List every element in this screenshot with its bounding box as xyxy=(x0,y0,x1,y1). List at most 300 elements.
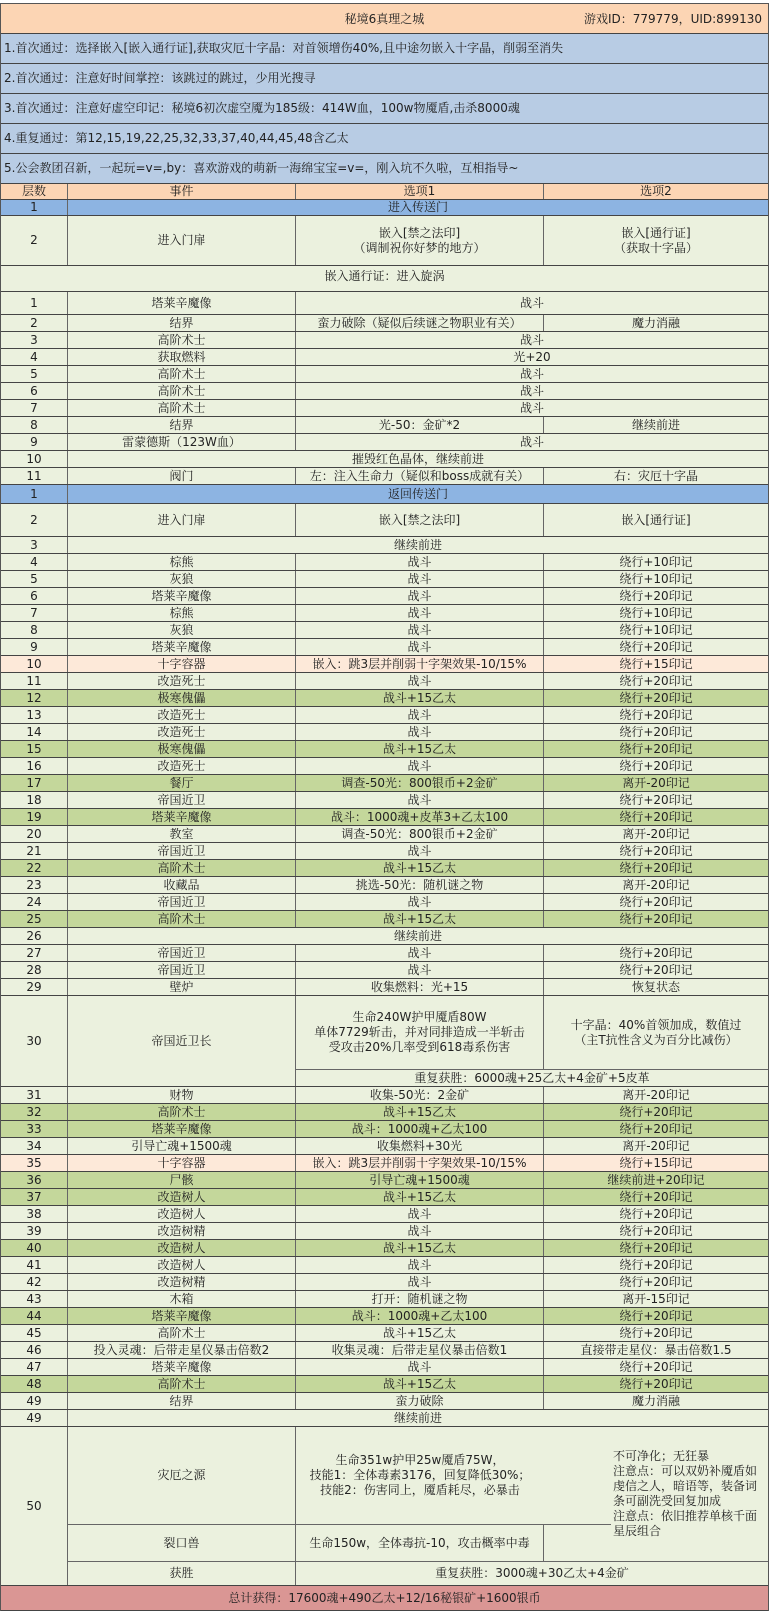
event-merged-cell: 继续前进 xyxy=(393,1410,442,1425)
option-merged-cell: 战斗 xyxy=(519,383,544,398)
option1-cell: 战斗+15乙太 xyxy=(296,1104,544,1120)
boss-note-line: 注意点：依旧推荐单核千面星辰组合 xyxy=(613,1509,758,1538)
floor-cell: 31 xyxy=(1,1087,68,1103)
table-row xyxy=(1,537,768,554)
table-row xyxy=(1,1325,768,1342)
game-ids: 游戏ID：779779，UID:899130 xyxy=(583,12,762,26)
table-row xyxy=(1,1359,768,1376)
victory-label: 获胜 xyxy=(68,1562,296,1585)
option1-cell: 战斗 xyxy=(296,554,544,570)
return-portal-row xyxy=(1,485,768,504)
option1-line: （调制祝你好梦的地方） xyxy=(353,240,486,255)
event-cell: 收藏品 xyxy=(68,877,296,893)
event-cell: 改造树人 xyxy=(68,1206,296,1222)
table-row xyxy=(1,775,768,792)
option2-cell: 绕行+20印记 xyxy=(619,1223,693,1238)
floor-cell: 27 xyxy=(1,945,68,961)
option1-cell: 战斗 xyxy=(296,1223,544,1239)
floor-cell: 43 xyxy=(1,1291,68,1307)
option1-cell: 战斗 xyxy=(296,673,544,689)
boss-note-line: 注意点：可以双奶补魇盾如虔信之人，暗语等，装备词条可副洗受回复加成 xyxy=(613,1464,758,1508)
floor-cell: 2 xyxy=(1,216,68,265)
table-row xyxy=(1,639,768,656)
floor-cell: 2 xyxy=(1,315,68,331)
option1-cell: 引导亡魂+1500魂 xyxy=(296,1172,544,1188)
floor-cell: 6 xyxy=(1,383,68,399)
floor-cell: 8 xyxy=(1,417,68,433)
option-merged-cell: 战斗 xyxy=(519,400,544,415)
floor-cell: 29 xyxy=(1,979,68,995)
option1-cell: 战斗 xyxy=(296,843,544,859)
option2-cell: 绕行+20印记 xyxy=(619,758,693,773)
option1-cell: 战斗 xyxy=(296,622,544,638)
option2-cell: 离开-20印记 xyxy=(622,775,690,790)
option1-cell: 战斗+15乙太 xyxy=(296,1189,544,1205)
floor-cell: 40 xyxy=(1,1240,68,1256)
floor-cell: 45 xyxy=(1,1325,68,1341)
floor-cell: 41 xyxy=(1,1257,68,1273)
table-row xyxy=(1,417,768,434)
option2-cell: 绕行+20印记 xyxy=(619,894,693,909)
floor-cell: 6 xyxy=(1,588,68,604)
table-row xyxy=(1,911,768,928)
option1-cell: 战斗+15乙太 xyxy=(296,911,544,927)
floor-cell: 12 xyxy=(1,690,68,706)
boss-note-line: （主T抗性含义为百分比减伤） xyxy=(574,1032,738,1047)
option1-cell: 战斗 xyxy=(296,1206,544,1222)
floor-cell: 1 xyxy=(1,292,68,314)
event-cell: 塔莱辛魔像 xyxy=(68,809,296,825)
option1-cell: 战斗+15乙太 xyxy=(296,690,544,706)
option2-cell: 恢复状态 xyxy=(631,979,680,994)
return-rows xyxy=(1,554,768,996)
table-row xyxy=(1,349,768,366)
table-row xyxy=(1,366,768,383)
col-header-floor: 层数 xyxy=(1,184,68,199)
event-cell: 改造死士 xyxy=(68,707,296,723)
option2-cell: 绕行+20印记 xyxy=(619,1359,693,1374)
option-merged-cell: 战斗 xyxy=(519,366,544,381)
event-cell: 帝国近卫长 xyxy=(68,996,296,1086)
option2-cell: 继续前进+20印记 xyxy=(607,1172,705,1187)
floor-cell: 50 xyxy=(1,1427,68,1585)
option1-cell: 调查-50光：800银币+2金矿 xyxy=(296,826,544,842)
table-row xyxy=(1,962,768,979)
boss-name: 灾厄之源 xyxy=(68,1427,296,1524)
option1-cell: 战斗 xyxy=(296,639,544,655)
note-1: 1.首次通过：选择嵌入[嵌入通行证],获取灾厄十字晶：对首领增伤40%,且中途勿嵌入十字晶，削弱至消失 xyxy=(1,34,768,63)
option1-cell: 战斗 xyxy=(296,1274,544,1290)
option1-cell: 战斗 xyxy=(296,707,544,723)
option1-cell: 战斗 xyxy=(296,1257,544,1273)
option2-cell: 绕行+20印记 xyxy=(619,1308,693,1323)
option2-cell: 绕行+20印记 xyxy=(619,741,693,756)
option2-cell: 直接带走星仪：暴击倍数1.5 xyxy=(580,1342,732,1357)
portal-label: 返回传送门 xyxy=(387,486,448,501)
table-row xyxy=(1,1223,768,1240)
option2-cell: 绕行+20印记 xyxy=(619,911,693,926)
boss-notes xyxy=(611,1427,768,1561)
option2-cell: 绕行+20印记 xyxy=(619,860,693,875)
option1-cell: 嵌入：跳3层并削弱十字架效果-10/15% xyxy=(296,1155,544,1171)
table-row xyxy=(1,724,768,741)
door-row xyxy=(1,216,768,266)
table-row xyxy=(1,809,768,826)
event-cell: 灰狼 xyxy=(68,622,296,638)
floor-cell: 13 xyxy=(1,707,68,723)
floor-cell: 18 xyxy=(1,792,68,808)
option2-cell: 绕行+20印记 xyxy=(619,792,693,807)
option2-cell xyxy=(544,216,768,265)
vortex-banner: 嵌入通行证：进入旋涡 xyxy=(324,269,445,283)
floor-cell: 14 xyxy=(1,724,68,740)
boss-50-row xyxy=(1,1427,768,1586)
option2-cell: 绕行+10印记 xyxy=(619,605,693,620)
victory-reward: 重复获胜：3000魂+30乙太+4金矿 xyxy=(435,1566,629,1580)
floor-cell: 32 xyxy=(1,1104,68,1120)
floor-cell: 38 xyxy=(1,1206,68,1222)
event-cell: 财物 xyxy=(68,1087,296,1103)
option2-cell: 绕行+20印记 xyxy=(619,1104,693,1119)
floor-cell: 48 xyxy=(1,1376,68,1392)
event-cell: 高阶术士 xyxy=(68,400,296,416)
event-cell: 帝国近卫 xyxy=(68,792,296,808)
option2-cell: 绕行+20印记 xyxy=(619,1257,693,1272)
floor-cell: 46 xyxy=(1,1342,68,1358)
event-cell: 高阶术士 xyxy=(68,1325,296,1341)
floor-cell: 19 xyxy=(1,809,68,825)
boss-stats: 生命150w，全体毒抗-10，攻击概率中毒 xyxy=(296,1525,544,1561)
option2-cell: 绕行+20印记 xyxy=(619,1121,693,1136)
option1-cell: 战斗：1000魂+乙太100 xyxy=(296,1308,544,1324)
event-cell: 结界 xyxy=(68,1393,296,1409)
table-row xyxy=(1,673,768,690)
table-row xyxy=(1,622,768,639)
floor-cell: 9 xyxy=(1,639,68,655)
option2-cell: 绕行+20印记 xyxy=(619,962,693,977)
option-merged-cell: 战斗 xyxy=(519,295,544,310)
table-row xyxy=(1,400,768,417)
option1-cell: 战斗+15乙太 xyxy=(296,1376,544,1392)
table-row xyxy=(1,1257,768,1274)
floor-cell: 10 xyxy=(1,451,68,467)
floor-cell: 7 xyxy=(1,605,68,621)
option2-line: （获取十字晶） xyxy=(613,240,698,255)
floor-cell: 24 xyxy=(1,894,68,910)
option2-cell: 继续前进 xyxy=(631,417,680,432)
event-cell: 高阶术士 xyxy=(68,860,296,876)
boss-stat-line: 单体7729斩击，并对同排造成一半斩击 xyxy=(314,1025,525,1039)
option2-cell: 绕行+20印记 xyxy=(619,945,693,960)
table-row xyxy=(1,1172,768,1189)
event-cell: 塔莱辛魔像 xyxy=(68,1359,296,1375)
event-cell: 高阶术士 xyxy=(68,911,296,927)
table-row xyxy=(1,571,768,588)
floor-cell: 36 xyxy=(1,1172,68,1188)
column-header-row xyxy=(1,184,768,200)
table-row xyxy=(1,656,768,673)
option1-cell: 战斗 xyxy=(296,945,544,961)
floor-cell: 33 xyxy=(1,1121,68,1137)
page-title: 秘境6真理之城 xyxy=(344,12,425,26)
event-cell: 改造树人 xyxy=(68,1257,296,1273)
event-cell: 改造树人 xyxy=(68,1189,296,1205)
event-cell: 高阶术士 xyxy=(68,1376,296,1392)
floor-cell: 39 xyxy=(1,1223,68,1239)
table-row xyxy=(1,1410,768,1427)
event-cell: 教室 xyxy=(68,826,296,842)
table-row xyxy=(1,1393,768,1410)
event-cell: 极寒傀儡 xyxy=(68,690,296,706)
option2-cell: 绕行+20印记 xyxy=(619,843,693,858)
option2-cell: 离开-20印记 xyxy=(622,826,690,841)
option2-cell: 绕行+20印记 xyxy=(619,588,693,603)
option2-cell: 绕行+20印记 xyxy=(619,1376,693,1391)
event-cell: 改造死士 xyxy=(68,724,296,740)
option-merged-cell: 战斗 xyxy=(519,434,544,449)
event-cell: 棕熊 xyxy=(68,554,296,570)
option1-cell: 收集-50光：2金矿 xyxy=(296,1087,544,1103)
boss-30-row xyxy=(1,996,768,1087)
table-row xyxy=(1,1291,768,1308)
table-row xyxy=(1,605,768,622)
floor-cell: 15 xyxy=(1,741,68,757)
boss-name: 裂口兽 xyxy=(68,1525,296,1561)
note-3: 3.首次通过：注意好虚空印记：秘境6初次虚空魇为185级：414W血，100w物魇盾,击杀8000魂 xyxy=(1,94,768,123)
floor-cell: 44 xyxy=(1,1308,68,1324)
event-cell: 帝国近卫 xyxy=(68,945,296,961)
event-merged-cell: 继续前进 xyxy=(393,537,442,552)
event-cell: 塔莱辛魔像 xyxy=(68,588,296,604)
option2-cell: 绕行+10印记 xyxy=(619,554,693,569)
option1-cell: 光-50：金矿*2 xyxy=(296,417,544,433)
event-cell: 高阶术士 xyxy=(68,383,296,399)
floor-cell: 22 xyxy=(1,860,68,876)
boss-note-line: 十字晶：40%首领加成，数值过 xyxy=(570,1017,742,1032)
boss-stat-line: 生命240W护甲魇盾80W xyxy=(352,1010,487,1024)
option1-cell: 战斗 xyxy=(296,962,544,978)
table-row xyxy=(1,826,768,843)
event-cell: 改造树人 xyxy=(68,1240,296,1256)
option1-cell: 收集燃料+30光 xyxy=(296,1138,544,1154)
option2-cell: 绕行+15印记 xyxy=(619,1155,693,1170)
event-cell: 阀门 xyxy=(68,468,296,484)
table-row xyxy=(1,383,768,400)
floor-cell: 3 xyxy=(1,537,68,553)
event-cell: 进入门扉 xyxy=(68,504,296,536)
note-5: 5.公会教团召新，一起玩=v=,by：喜欢游戏的萌新一海绵宝宝=v=，刚入坑不久啦，互相指导~ xyxy=(1,154,768,183)
table-row xyxy=(1,1104,768,1121)
option1-cell: 战斗 xyxy=(296,758,544,774)
option2-cell: 绕行+10印记 xyxy=(619,571,693,586)
floor-cell: 3 xyxy=(1,332,68,348)
floor-cell: 11 xyxy=(1,468,68,484)
event-cell: 获取燃料 xyxy=(68,349,296,365)
option2-cell: 绕行+10印记 xyxy=(619,622,693,637)
vortex-banner-row xyxy=(1,266,768,292)
floor-cell: 47 xyxy=(1,1359,68,1375)
later-rows xyxy=(1,1087,768,1427)
option2-line: 嵌入[通行证] xyxy=(621,225,691,240)
table-row xyxy=(1,843,768,860)
floor-cell: 11 xyxy=(1,673,68,689)
table-row xyxy=(1,292,768,315)
floor-cell: 8 xyxy=(1,622,68,638)
col-header-option1: 选项1 xyxy=(296,184,544,199)
return-door-row xyxy=(1,504,768,537)
option2-cell: 离开-20印记 xyxy=(622,1087,690,1102)
event-cell: 塔莱辛魔像 xyxy=(68,292,296,314)
floor-cell: 10 xyxy=(1,656,68,672)
event-cell: 高阶术士 xyxy=(68,366,296,382)
event-cell: 雷蒙德斯（123W血） xyxy=(68,434,296,450)
option1-cell: 收集燃料：光+15 xyxy=(296,979,544,995)
event-cell: 进入门扉 xyxy=(68,216,296,265)
floor-cell: 26 xyxy=(1,928,68,944)
table-row xyxy=(1,877,768,894)
event-merged-cell: 继续前进 xyxy=(393,928,442,943)
option1-cell: 战斗+15乙太 xyxy=(296,1240,544,1256)
table-row xyxy=(1,332,768,349)
option1-cell: 挑选-50光：随机谜之物 xyxy=(296,877,544,893)
floor-cell: 7 xyxy=(1,400,68,416)
event-merged-cell: 摧毁红色晶体，继续前进 xyxy=(351,451,484,466)
floor-cell: 9 xyxy=(1,434,68,450)
option1-cell: 嵌入：跳3层并削弱十字架效果-10/15% xyxy=(296,656,544,672)
event-cell: 帝国近卫 xyxy=(68,962,296,978)
col-header-option2: 选项2 xyxy=(640,184,672,198)
boss-note xyxy=(544,996,768,1069)
event-cell: 塔莱辛魔像 xyxy=(68,639,296,655)
option1-cell: 收集灵魂：后带走星仪暴击倍数1 xyxy=(296,1342,544,1358)
floor-cell: 20 xyxy=(1,826,68,842)
option1-cell: 战斗+15乙太 xyxy=(296,860,544,876)
event-cell: 塔莱辛魔像 xyxy=(68,1308,296,1324)
floor-cell: 35 xyxy=(1,1155,68,1171)
table-row xyxy=(1,1342,768,1359)
boss-stat-line: 技能2：伤害同上，魇盾耗尽，必暴击 xyxy=(320,1483,520,1497)
table-row xyxy=(1,588,768,605)
option2-cell: 离开-20印记 xyxy=(622,1138,690,1153)
option2-cell: 绕行+15印记 xyxy=(619,656,693,671)
option2-cell: 右：灾厄十字晶 xyxy=(613,468,698,483)
option-merged-cell: 光+20 xyxy=(513,349,551,364)
table-row xyxy=(1,690,768,707)
option2-cell: 绕行+20印记 xyxy=(619,707,693,722)
option1-cell: 调查-50光：800银币+2金矿 xyxy=(296,775,544,791)
total-row xyxy=(1,1586,768,1611)
boss-stat-line: 受攻击20%几率受到618毒系伤害 xyxy=(328,1040,511,1054)
portal-row xyxy=(1,200,768,216)
floor-cell: 1 xyxy=(1,485,68,503)
option2-cell: 离开-20印记 xyxy=(622,877,690,892)
floor-cell: 4 xyxy=(1,554,68,570)
floor-cell: 49 xyxy=(1,1410,68,1426)
floor-cell: 4 xyxy=(1,349,68,365)
table-row xyxy=(1,1155,768,1172)
boss-stats xyxy=(296,996,544,1069)
event-cell: 尸骸 xyxy=(68,1172,296,1188)
event-cell: 帝国近卫 xyxy=(68,843,296,859)
option1-cell: 左：注入生命力（疑似和boss成就有关） xyxy=(296,468,544,484)
event-cell: 结界 xyxy=(68,417,296,433)
option1-cell: 战斗+15乙太 xyxy=(296,741,544,757)
option2-cell: 绕行+20印记 xyxy=(619,1189,693,1204)
floor-cell: 42 xyxy=(1,1274,68,1290)
event-cell: 结界 xyxy=(68,315,296,331)
option1-cell: 战斗 xyxy=(296,571,544,587)
event-cell: 极寒傀儡 xyxy=(68,741,296,757)
table-row xyxy=(1,1240,768,1257)
table-row xyxy=(1,894,768,911)
floor-cell: 49 xyxy=(1,1393,68,1409)
table-row xyxy=(1,1308,768,1325)
option2-cell: 绕行+20印记 xyxy=(619,1206,693,1221)
boss-stat-line: 技能1：全体毒素3176，回复降低30%； xyxy=(309,1468,531,1482)
table-row xyxy=(1,707,768,724)
table-row xyxy=(1,1376,768,1393)
table-row xyxy=(1,945,768,962)
boss-stat-line: 生命351w护甲25w魇盾75W， xyxy=(335,1453,505,1467)
floor-cell: 2 xyxy=(1,504,68,536)
event-cell: 灰狼 xyxy=(68,571,296,587)
option1-cell: 打开：随机谜之物 xyxy=(296,1291,544,1307)
option1-line: 嵌入[禁之法印] xyxy=(378,225,461,240)
event-cell: 塔莱辛魔像 xyxy=(68,1121,296,1137)
option2-cell: 绕行+20印记 xyxy=(619,673,693,688)
floor-cell: 23 xyxy=(1,877,68,893)
table-row xyxy=(1,928,768,945)
total-rewards: 总计获得：17600魂+490乙太+12/16秘银矿+1600银币 xyxy=(228,1590,541,1605)
option1-cell: 战斗 xyxy=(296,724,544,740)
title-row xyxy=(1,4,768,34)
floor-cell: 1 xyxy=(1,200,68,215)
table-row xyxy=(1,1138,768,1155)
table-row xyxy=(1,434,768,451)
table-row xyxy=(1,1189,768,1206)
option2-cell: 魔力消融 xyxy=(631,1393,680,1408)
table-row xyxy=(1,741,768,758)
col-header-event: 事件 xyxy=(68,184,296,199)
option1-cell: 战斗+15乙太 xyxy=(296,1325,544,1341)
event-cell: 引导亡魂+1500魂 xyxy=(68,1138,296,1154)
table-row xyxy=(1,792,768,809)
floor-cell: 16 xyxy=(1,758,68,774)
table-row xyxy=(1,315,768,332)
table-row xyxy=(1,1121,768,1138)
event-cell: 改造死士 xyxy=(68,673,296,689)
boss-reward: 重复获胜：6000魂+25乙太+4金矿+5皮革 xyxy=(414,1070,650,1085)
event-cell: 十字容器 xyxy=(68,1155,296,1171)
option-merged-cell: 战斗 xyxy=(519,332,544,347)
table-row xyxy=(1,860,768,877)
event-cell: 壁炉 xyxy=(68,979,296,995)
boss-note-line: 不可净化；无狂暴 xyxy=(613,1449,710,1463)
floor-cell: 34 xyxy=(1,1138,68,1154)
event-cell: 改造死士 xyxy=(68,758,296,774)
option2-cell: 绕行+20印记 xyxy=(619,1240,693,1255)
floor-cell: 5 xyxy=(1,366,68,382)
note-2: 2.首次通过：注意好时间掌控：该跳过的跳过，少用光搜寻 xyxy=(1,64,768,93)
event-cell: 帝国近卫 xyxy=(68,894,296,910)
event-cell: 改造树精 xyxy=(68,1274,296,1290)
event-cell: 高阶术士 xyxy=(68,332,296,348)
option2-cell: 绕行+20印记 xyxy=(619,1274,693,1289)
floor-cell: 37 xyxy=(1,1189,68,1205)
event-cell: 棕熊 xyxy=(68,605,296,621)
option2-cell: 魔力消融 xyxy=(631,315,680,330)
floor-cell: 17 xyxy=(1,775,68,791)
